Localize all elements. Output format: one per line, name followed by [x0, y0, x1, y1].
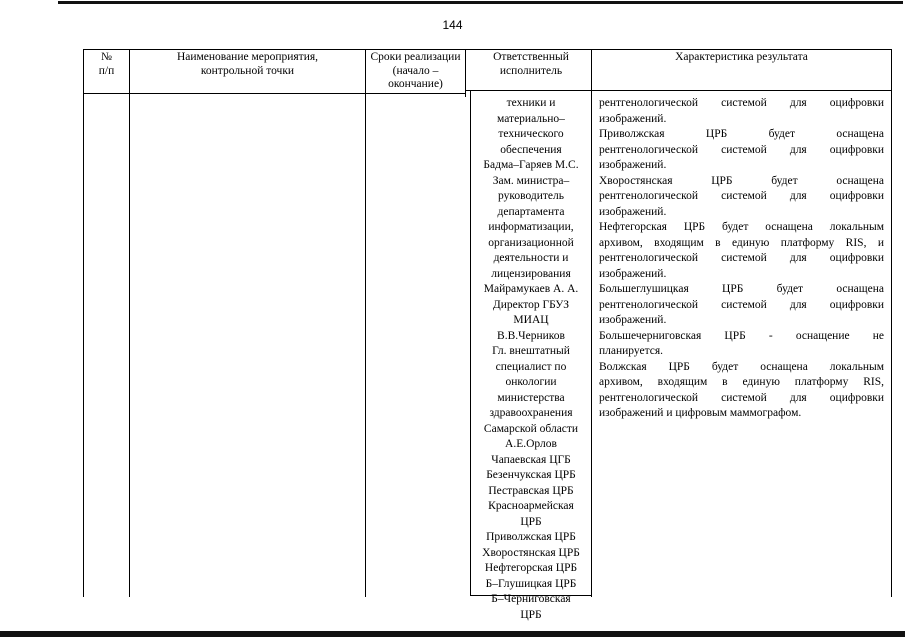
responsible-line: А.Е.Орлов: [505, 438, 557, 450]
header-timing-line-3: окончание): [388, 78, 443, 90]
responsible-line: Нефтегорская ЦРБ: [484, 562, 578, 574]
result-line: Большечерниговская ЦРБ - оснащение не: [599, 329, 884, 342]
header-activity-line-1: Наименование мероприятия,: [176, 51, 319, 63]
result-line: рентгенологической системой для оцифровки: [599, 298, 884, 311]
responsible-line: технического: [498, 128, 564, 140]
result-line: рентгенологической системой для оцифровки: [599, 391, 884, 404]
header-timing-line-2: (начало –: [392, 64, 439, 77]
responsible-line: МИАЦ: [513, 314, 549, 326]
responsible-line: Чапаевская ЦГБ: [491, 453, 571, 466]
result-line: архивом, входящим в единую платформу RIS, и: [599, 236, 884, 249]
col-border-0: [83, 49, 84, 597]
result-line: Нефтегорская ЦРБ будет оснащена локальным: [599, 221, 884, 233]
responsible-line: Красноармейская: [488, 500, 574, 512]
result-line: Приволжская ЦРБ будет оснащена: [599, 128, 884, 140]
responsible-line: специалист по: [495, 360, 567, 373]
responsible-line: департамента: [497, 205, 565, 218]
responsible-line: материально–: [497, 112, 565, 125]
responsible-line: ЦРБ: [520, 608, 542, 621]
responsible-line: обеспечения: [500, 143, 562, 156]
responsible-line: техники и: [506, 97, 556, 109]
header-number-line-1: №: [101, 51, 112, 63]
result-line: изображений и цифровым маммографом.: [599, 407, 802, 419]
bottom-rule: [0, 631, 905, 637]
table-header-bottom-left: [83, 93, 465, 94]
header-responsible-line-1: Ответственный: [493, 51, 569, 63]
responsible-line: Безенчукская ЦРБ: [486, 469, 576, 481]
result-line: изображений.: [599, 314, 667, 326]
responsible-line: информатизации,: [488, 221, 574, 233]
responsible-line: Самарской области: [483, 422, 579, 435]
col-border-1: [129, 49, 130, 597]
responsible-line: В.В.Черников: [497, 329, 565, 342]
result-line: изображений.: [599, 112, 667, 125]
header-responsible-line-2: исполнитель: [499, 64, 563, 77]
header-activity-line-2: контрольной точки: [200, 64, 295, 77]
col-border-2: [365, 49, 366, 597]
result-line: изображений.: [599, 159, 667, 171]
responsible-line: деятельности и: [493, 252, 569, 264]
responsible-line: Директор ГБУЗ: [492, 298, 570, 311]
result-line: архивом, входящим в единую платформу RIS,: [599, 376, 884, 388]
responsible-line: ЦРБ: [520, 515, 542, 528]
result-line: изображений.: [599, 267, 667, 280]
result-line: рентгенологической системой для оцифровки: [599, 97, 884, 109]
col-border-4: [591, 49, 592, 597]
result-line: рентгенологической системой для оцифровки: [599, 190, 884, 202]
result-characteristic-cell: [599, 96, 884, 422]
responsible-line: здравоохранения: [489, 407, 573, 419]
result-line: Волжская ЦРБ будет оснащена локальным: [599, 360, 884, 373]
responsible-line: лицензирования: [491, 267, 571, 280]
responsible-line: Майрамукаев А. А.: [483, 283, 579, 295]
col-border-3: [465, 49, 466, 97]
responsible-line: Пестравская ЦРБ: [488, 484, 574, 497]
result-line: рентгенологической системой для оцифровки: [599, 252, 884, 264]
responsible-line: Хворостянская ЦРБ: [482, 546, 580, 559]
header-timing: [366, 51, 465, 92]
col-border-3b: [470, 90, 471, 596]
header-number-line-2: п/п: [98, 64, 115, 77]
table-header-bottom-right: [465, 90, 891, 91]
col-border-5: [891, 49, 892, 597]
responsible-line: онкологии: [505, 376, 557, 388]
responsible-line: Б–Черниговская: [491, 593, 571, 605]
responsible-line: Гл. внештатный: [492, 345, 570, 357]
responsible-line: Зам. министра–: [492, 174, 570, 187]
result-line: Большеглушицкая ЦРБ будет оснащена: [599, 283, 884, 295]
responsible-line: Б–Глушицкая ЦРБ: [485, 577, 577, 590]
header-result-line-1: Характеристика результата: [675, 51, 808, 63]
header-activity: [130, 51, 365, 78]
header-number: [84, 51, 129, 78]
responsible-line: Приволжская ЦРБ: [486, 531, 576, 543]
result-line: рентгенологической системой для оцифровки: [599, 143, 884, 156]
responsible-line: Бадма–Гаряев М.С.: [483, 159, 579, 171]
result-line: изображений.: [599, 205, 667, 218]
header-result: [592, 51, 891, 65]
header-responsible: [471, 51, 591, 78]
responsible-executor-cell: [472, 96, 590, 623]
result-line: планируется.: [599, 345, 664, 357]
top-rule: [58, 1, 903, 4]
table-top-border: [83, 49, 891, 50]
result-line: Хворостянская ЦРБ будет оснащена: [599, 174, 884, 187]
responsible-line: руководитель: [498, 190, 564, 202]
page-number: 144: [442, 18, 463, 32]
responsible-line: организационной: [488, 236, 574, 249]
responsible-line: министерства: [497, 391, 565, 404]
header-timing-line-1: Сроки реализации: [370, 51, 461, 63]
